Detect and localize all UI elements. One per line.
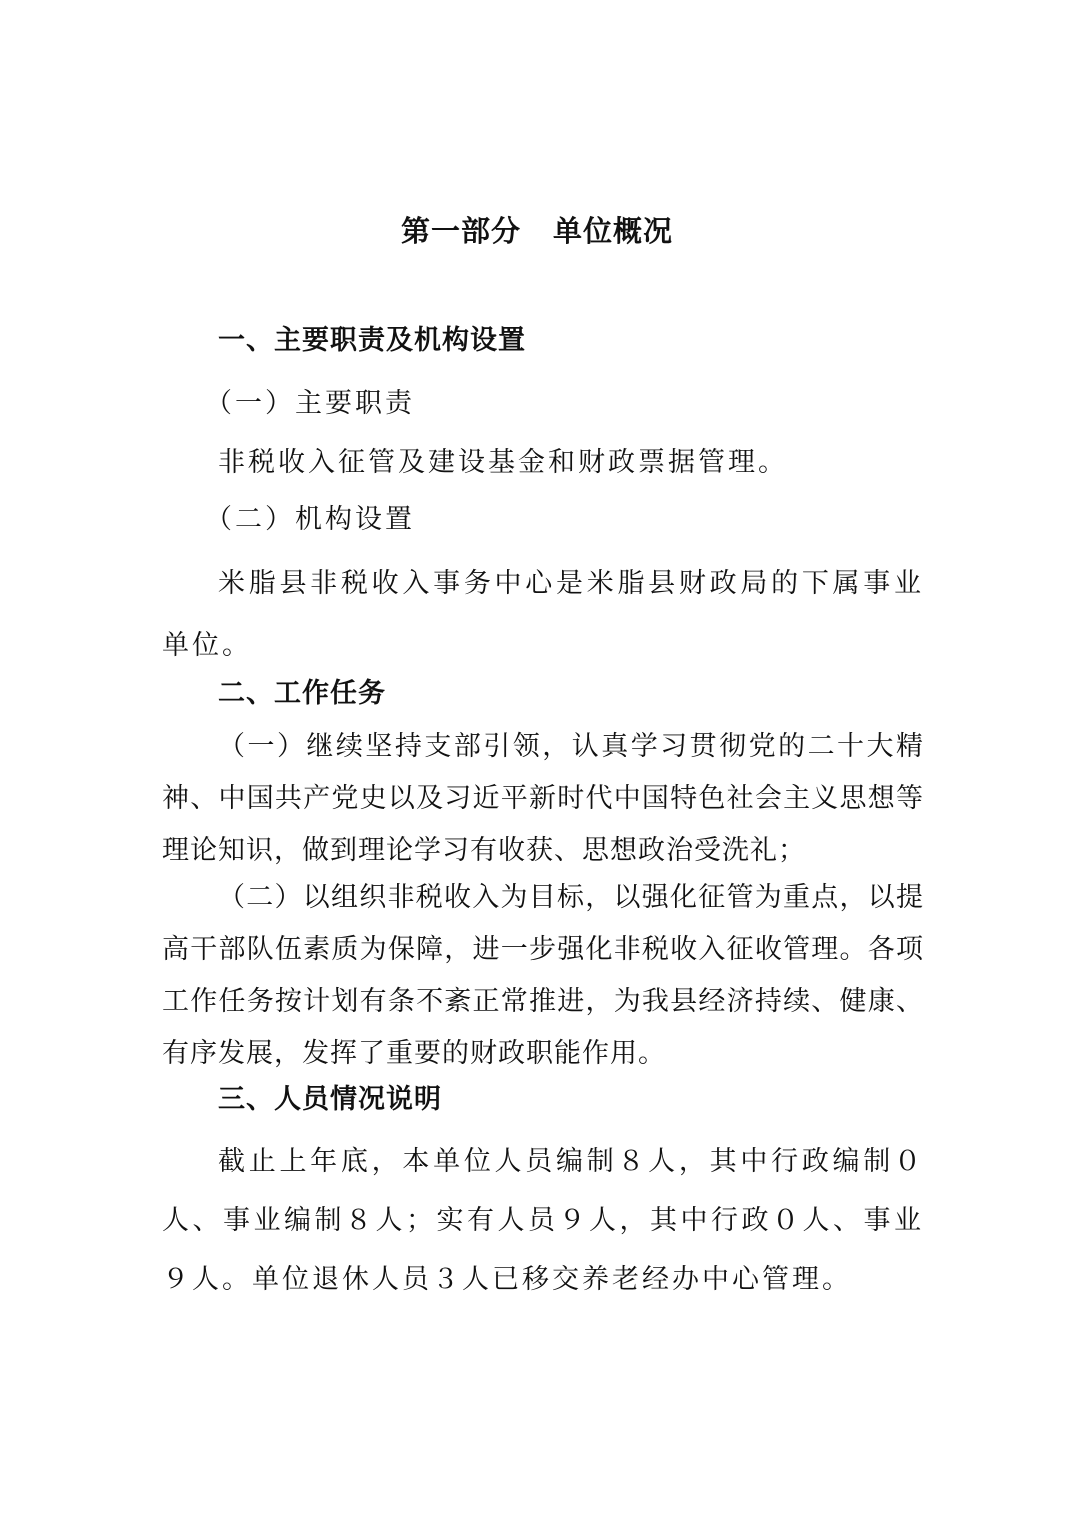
paragraph-organization: 米脂县非税收入事务中心是米脂县财政局的下属事业单位。 [162,568,924,661]
subheading-main-duties: （一）主要职责 [205,388,415,419]
section-heading-1: 一、主要职责及机构设置 [218,325,526,356]
section-heading-3: 三、人员情况说明 [218,1084,442,1115]
section-heading-2: 二、工作任务 [218,678,386,709]
paragraph-work-task-2: （二）以组织非税收入为目标，以强化征管为重点，以提高干部队伍素质为保障，进一步强化非税收入征收管理。各项工作任务按计划有条不紊正常推进，为我县经济持续、健康、有序发展，发挥了重要的财政职能作用。 [162,882,924,1069]
paragraph-main-duties: 非税收入征管及建设基金和财政票据管理。 [218,447,788,478]
title-part: 第一部分 [400,214,521,248]
title-name: 单位概况 [553,214,674,248]
paragraph-work-task-1: （一）继续坚持支部引领，认真学习贯彻党的二十大精神、中国共产党史以及习近平新时代中国特色社会主义思想等理论知识，做到理论学习有收获、思想政治受洗礼； [162,731,924,866]
paragraph-staffing: 截止上年底，本单位人员编制８人，其中行政编制０人、事业编制８人；实有人员９人，其中行政０人、事业９人。单位退休人员３人已移交养老经办中心管理。 [162,1146,924,1295]
page-title [0,206,1074,256]
subheading-organization: （二）机构设置 [205,504,415,535]
